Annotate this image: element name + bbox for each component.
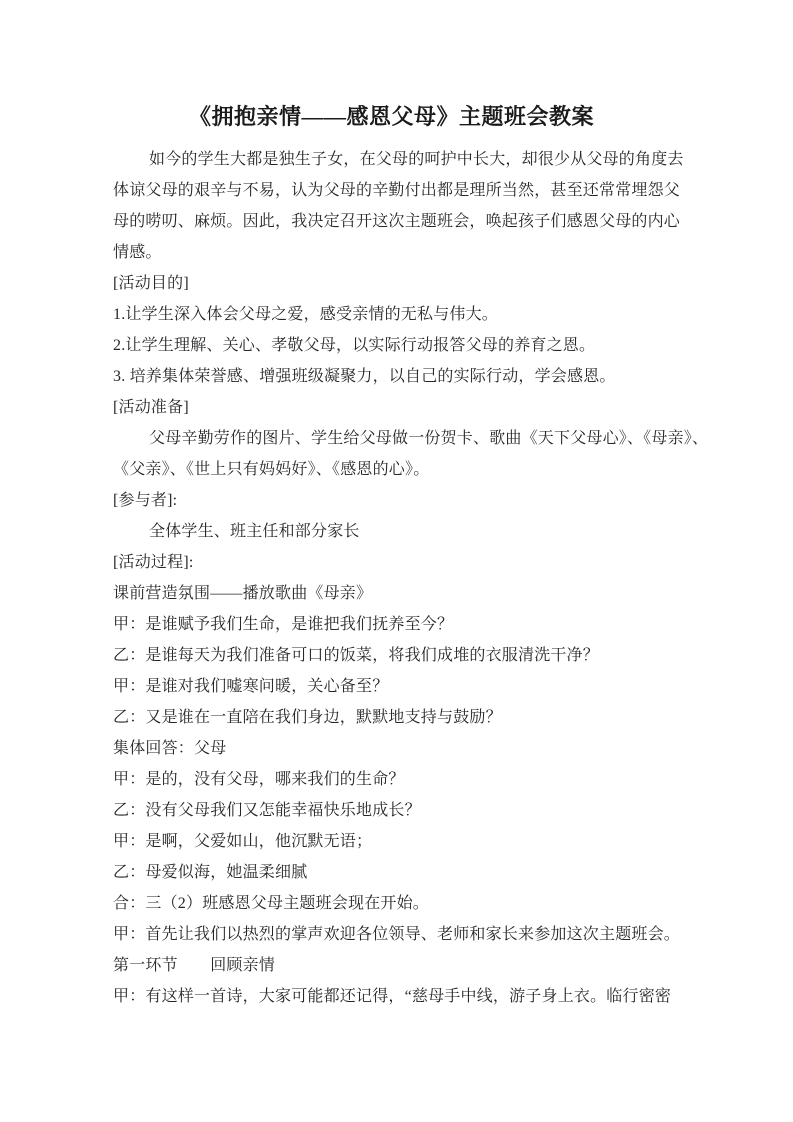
- doc-line-dialog-6: 乙：没有父母我们又怎能幸福快乐地成长？: [113, 802, 421, 819]
- doc-line-dialog-4: 乙：又是谁在一直陪在我们身边，默默地支持与鼓励？: [113, 709, 502, 726]
- doc-section-activity-goals: [活动目的]: [113, 275, 189, 292]
- doc-line-intro-3: 母的唠叨、麻烦。因此，我决定召开这次主题班会，唤起孩子们感恩父母的内心: [113, 213, 681, 230]
- doc-line-dialog-2: 乙：是谁每天为我们准备可口的饭菜，将我们成堆的衣服清洗干净？: [113, 647, 600, 664]
- doc-line-poem: 甲：有这样一首诗，大家可能都还记得，“慈母手中线，游子身上衣。临行密密: [113, 988, 672, 1005]
- doc-section-participants: [参与者]:: [113, 492, 178, 509]
- doc-line-intro-2: 体谅父母的艰辛与不易，认为父母的辛勤付出都是理所当然，甚至还常常埋怨父: [113, 182, 681, 199]
- doc-line-dialog-3: 甲：是谁对我们嘘寒问暖，关心备至？: [113, 678, 389, 695]
- doc-line-prep-1: 父母辛勤劳作的图片、学生给父母做一份贺卡、歌曲《天下父母心》、《母亲》、: [149, 430, 709, 447]
- doc-line-group-answer: 集体回答：父母: [113, 740, 227, 757]
- doc-line-warmup-song: 课前营造氛围——播放歌曲《母亲》: [113, 585, 373, 602]
- doc-section-part-one: 第一环节 回顾亲情: [113, 957, 276, 974]
- doc-line-welcome: 甲：首先让我们以热烈的掌声欢迎各位领导、老师和家长来参加这次主题班会。: [113, 926, 681, 943]
- doc-line-prep-2: 《父亲》、《世上只有妈妈好》、《感恩的心》。: [113, 461, 430, 478]
- doc-line-dialog-7: 甲：是啊，父爱如山，他沉默无语；: [113, 833, 373, 850]
- doc-line-participants: 全体学生、班主任和部分家长: [149, 523, 360, 540]
- doc-line-opening: 合：三（2）班感恩父母主题班会现在开始。: [113, 895, 430, 912]
- doc-line-goal-2: 2.让学生理解、关心、孝敬父母，以实际行动报答父母的养育之恩。: [113, 337, 596, 354]
- doc-line-dialog-8: 乙：母爱似海，她温柔细腻: [113, 864, 308, 881]
- doc-line-intro-1: 如今的学生大都是独生子女，在父母的呵护中长大，却很少从父母的角度去: [149, 151, 684, 168]
- doc-line-dialog-1: 甲：是谁赋予我们生命，是谁把我们抚养至今？: [113, 616, 454, 633]
- doc-line-goal-1: 1.让学生深入体会父母之爱，感受亲情的无私与伟大。: [113, 306, 499, 323]
- doc-section-activity-process: [活动过程]:: [113, 554, 194, 571]
- doc-line-intro-4: 情感。: [113, 244, 162, 261]
- page-title: 《拥抱亲情——感恩父母》主题班会教案: [188, 104, 594, 129]
- doc-line-dialog-5: 甲：是的，没有父母，哪来我们的生命？: [113, 771, 405, 788]
- doc-section-activity-prep: [活动准备]: [113, 399, 189, 416]
- document-content: [113, 102, 709, 1012]
- doc-line-goal-3: 3. 培养集体荣誉感、增强班级凝聚力，以自己的实际行动，学会感恩。: [113, 368, 616, 385]
